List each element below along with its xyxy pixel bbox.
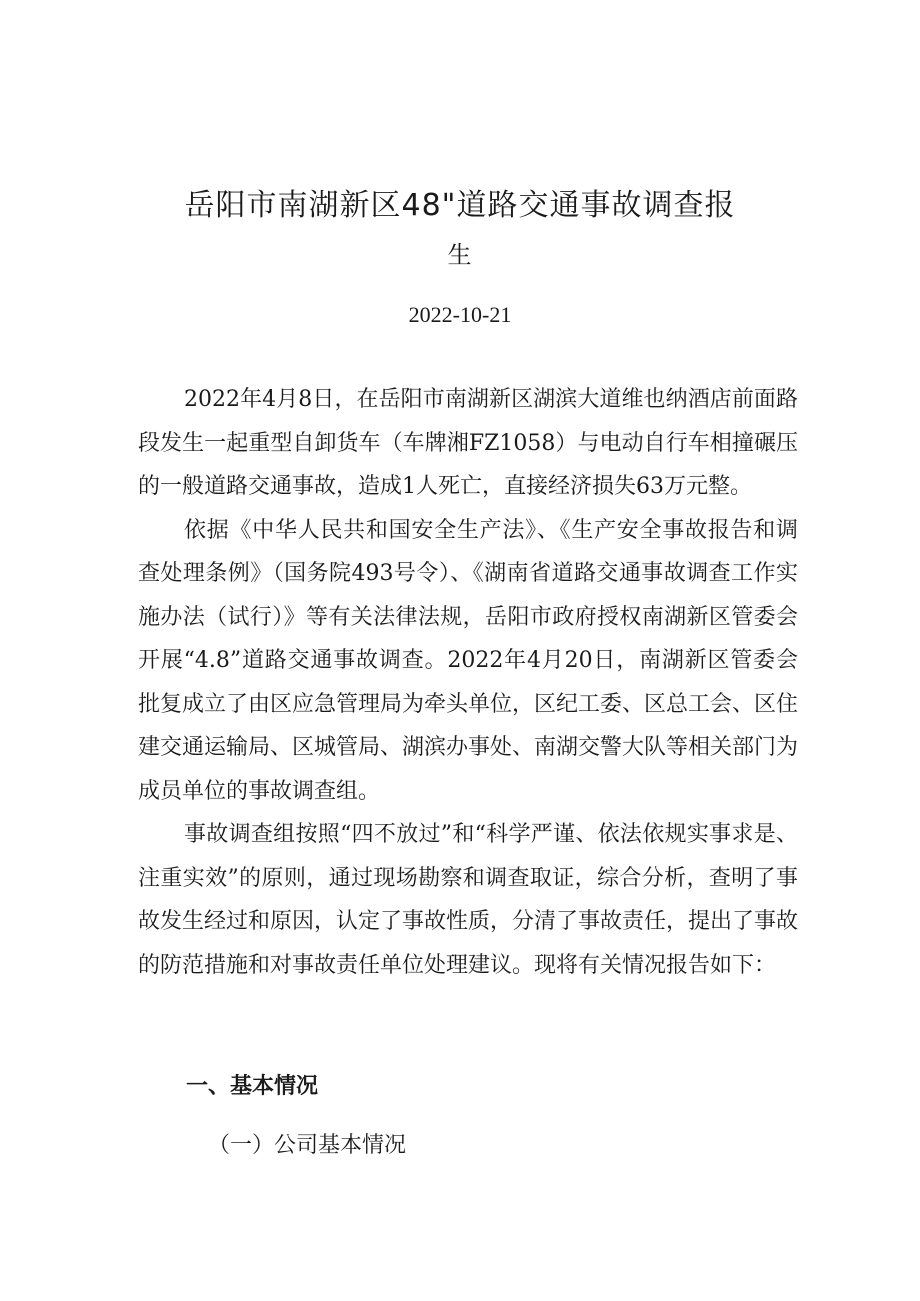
paragraph: 2022年4月8日，在岳阳市南湖新区湖滨大道维也纳酒店前面路段发生一起重型自卸货车（车牌湘FZ1058）与电动自行车相撞碾压的一般道路交通事故，造成1人死亡，直接经济损失63万元整。	[138, 387, 798, 499]
paragraph: 事故调查组按照“四不放过”和“科学严谨、依法依规实事求是、注重实效”的原则，通过现场勘察和调查取证，综合分析，查明了事故发生经过和原因，认定了事故性质，分清了事故责任，提出了事故的防范措施和对事故责任单位处理建议。现将有关情况报告如下：	[138, 822, 799, 978]
document-date: 2022-10-21	[408, 302, 512, 327]
paragraph: 依据《中华人民共和国安全生产法》、《生产安全事故报告和调查处理条例》（国务院493号令）、《湖南省道路交通事故调查工作实施办法（试行）》等有关法律法规，岳阳市政府授权南湖新区管委会开展“4.8”道路交通事故调查。2022年4月20日，南湖新区管委会批复成立了由区应急管理局为牵头单位，区纪工委、区总工会、区住建交通运输局、区城管局、湖滨办事处、南湖交警大队等相关部门为成员单位的事故调查组。	[138, 517, 799, 804]
section-heading: 一、基本情况	[186, 1074, 319, 1099]
subsection-heading: （一）公司基本情况	[208, 1133, 407, 1158]
document-title-continuation: 生	[447, 241, 473, 269]
document-title: 岳阳市南湖新区48"道路交通事故调查报	[184, 188, 736, 223]
document-body	[138, 378, 798, 987]
